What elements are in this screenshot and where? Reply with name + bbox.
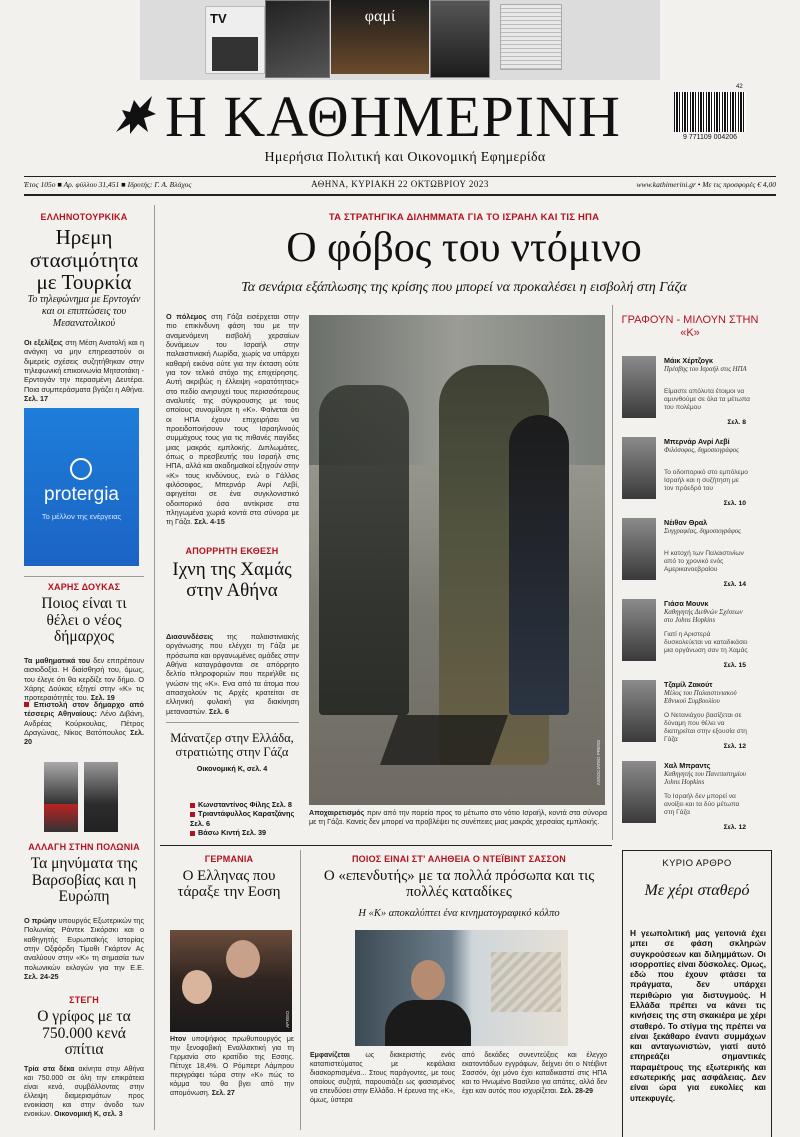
sasson-subheadline: Η «Κ» αποκαλύπτει ένα κινηματογραφικό κόλπο (358, 908, 560, 919)
columnist-photo (622, 680, 656, 742)
poland-headline[interactable]: Τα μηνύματα της Βαρσοβίας και η Ευρώπη (30, 855, 138, 906)
dateline-center: ΑΘΗΝΑ, ΚΥΡΙΑΚΗ 22 ΟΚΤΩΒΡΙΟΥ 2023 (311, 179, 489, 189)
columnist-role: Καθηγητής Διεθνών Σχέσεων στο Johns Hopkins (664, 609, 743, 624)
hamas-bullets (190, 800, 302, 838)
columnist-quote: Γιατί η Αριστερά δυσκολεύεται να καταδικάσει μια οργάνωση σαν τη Χαμάς (664, 631, 748, 654)
columnist-5[interactable] (622, 680, 750, 750)
columnist-role: Φιλόσοφος, δημοσιογράφος (664, 447, 739, 454)
doukas-page-ref[interactable]: Σελ. 19 (90, 693, 115, 703)
columnist-role: Καθηγητής του Πανεπιστημίου Johns Hopkins (664, 771, 747, 786)
barcode (674, 92, 746, 132)
tv-insert-thumbnail (205, 6, 265, 74)
hamas-sub-headline[interactable]: Μάνατζερ στην Ελλάδα, στρατιώτης στην Γάζα (170, 731, 294, 759)
turkey-headline[interactable]: Ηρεμη στασιμότητα με Τουρκία (29, 225, 139, 295)
columnist-name: Νέιθαν Θραλ (664, 518, 708, 527)
sasson-page-ref[interactable]: Σελ. 28-29 (559, 1087, 594, 1095)
columnist-6[interactable] (622, 761, 750, 831)
hamas-kicker: ΑΠΟΡΡΗΤΗ ΕΚΘΕΣΗ (185, 546, 279, 556)
columnist-1[interactable] (622, 356, 750, 426)
sasson-body-right (462, 1052, 607, 1097)
housing-body-text: ακίνητα στην Αθήνα και 750.000 σε όλη την επικράτεια είναι κενά, συμβάλλοντας στην έλλειψη διαμερισμάτων προς ενοικίαση και στην άνοδο των ενοικίων. (24, 1066, 144, 1118)
germany-photo (170, 930, 292, 1032)
poland-photo-left (44, 762, 78, 832)
editorial-headline[interactable]: Με χέρι σταθερό (644, 882, 750, 899)
barcode-issue: 42 (736, 84, 743, 90)
doukas-body-text: δεν επιτρέπουν αισιοδοξία. Η διαίσθησή του, όμως, του έλεγε ότι θα κερδίζε τον δήμο. Ο Χάρης Δούκας εξηγεί στην «Κ» τις προτεραιότητές του. (24, 656, 144, 703)
hamas-divider (166, 722, 299, 723)
main-photo-caption (309, 808, 607, 826)
germany-body (170, 1036, 294, 1099)
columnist-photo (622, 599, 656, 661)
main-subheadline: Τα σενάρια εξάπλωσης της κρίσης που μπορεί να προκαλέσει η εισβολή στη Γάζα (241, 280, 687, 295)
doukas-bullet-text: Λένο Διβάνη, Ανδρέας Κούρκουλας, Πέτρος Δραγώνας, Νίκος Βατόπουλος (24, 709, 145, 737)
germany-page-ref[interactable]: Σελ. 27 (211, 1089, 235, 1097)
columnist-photo (622, 518, 656, 580)
bottom-section-rule (160, 845, 612, 846)
germany-body-text: υποψήφιος πρωθυπουργός με την ξενοφοβική Εναλλακτική για τη Γερμανία στο κρατίδιο της Εσσης. Πέτυχε 18,4%. Ο Ρόμπερτ Λάμπρου περιγράφει τώρα στην «Κ» πώς το κόμμα του θα βγει από την απομόνωση. (170, 1036, 295, 1097)
doukas-bullet (24, 700, 144, 747)
sasson-headline[interactable]: Ο «επενδυτής» με τα πολλά πρόσωπα και τις πολλές καταδίκες (323, 868, 595, 901)
sasson-body-right-text: από δεκάδες συνεντεύξεις και έλεγχο εκατοντάδων εγγράφων, δείχνει ότι ο Ντέιβιντ Σασσόν, όχι μόνο έχει καταδικαστεί στις ΗΠΑ και το Ηνωμένο Βασίλειο για απάτες, αλλά δεν έχει καν αυτός που ισχυρίζεται. (462, 1052, 607, 1095)
sasson-photo (355, 930, 568, 1046)
columnist-photo (622, 356, 656, 418)
housing-page-ref[interactable]: Οικονομική Κ, σελ. 3 (54, 1110, 123, 1118)
turkey-body-lead: Οι εξελίξεις (24, 338, 63, 347)
columnist-quote: Το οδοιπορικό στο εμπόλεμο Ισραήλ και η συζήτηση με τον πρόεδρό του (664, 469, 748, 492)
turkey-kicker: ΕΛΛΗΝΟΤΟΥΡΚΙΚΑ (40, 212, 128, 222)
protergia-ad[interactable] (24, 408, 139, 566)
hamas-bullet-item[interactable]: Κωνσταντίνος Φίλης Σελ. 8 (190, 800, 302, 809)
germany-body-lead: Ητον (170, 1036, 187, 1043)
main-body-text: στη Γάζα εισέρχεται στην πιο επικίνδυνη φάση του με την αναμενόμενη εισβολή χερσαίων δυνάμεων του Ισραήλ στην παλαιστινιακή Λωρίδα, χωρίς να υπάρχει καθαρή εικόνα ούτε για την έκταση ούτε για τον τελικό στόχο της επιχείρησης. Αυτή ακριβώς η έλλειψη «ορατότητας» στο πεδίο ανησυχεί τους περισσότερους αναλυτές της σύγκρουσης με τους οποίους συνομίλησε η «Κ». Φαίνεται ότι οι ΗΠΑ έχουν επιχειρήσει να προειδοποιήσουν τους Ισραηλινούς συμμάχους τους για τις πιθανές παγίδες μιας μακράς εμπλοκής. Διπλωμάτες, όπως ο πρεσβευτής του Ισραήλ στις ΗΠΑ, αλλά και ακαδημαϊκοί εξηγούν στην «Κ» τους κινδύνους, ενώ ο Γάλλος φιλόσοφος, Μπερνάρ Ανρί Λεβί, αφηγείται σε ένα συγκλονιστικό οδοιπορικό όσα αντίκρισε στα πληγωμένα χωριά κοντά στα σύνορα με τη Γάζα. (166, 312, 300, 527)
columnist-name: Γιάσα Μουνκ (664, 599, 709, 608)
masthead-logo-griffin-icon (112, 92, 160, 138)
doukas-body (24, 656, 144, 703)
hamas-sub-page-ref[interactable]: Οικονομική Κ, σελ. 4 (196, 764, 268, 773)
sasson-kicker: ΠΟΙΟΣ ΕΙΝΑΙ ΣΤ' ΑΛΗΘΕΙΑ Ο ΝΤΕΪΒΙΝΤ ΣΑΣΣΟΝ (351, 854, 567, 864)
poland-photo-right (84, 762, 118, 832)
housing-body (24, 1066, 144, 1120)
hamas-bullet-item[interactable]: Τριαντάφυλλος Καρατζάνης Σελ. 6 (190, 809, 295, 828)
book-insert-thumbnail (331, 0, 429, 74)
turkey-body-text: στη Μέση Ανατολή και η ανάγκη να μην επηρεαστούν οι διμερείς σχέσεις συζητήθηκαν στην τηλεφωνική επικοινωνία Μητσοτάκη - Ερντογάν την περασμένη Δευτέρα. Ποια συμπεράσματα βγάζει η Αθήνα. (24, 338, 145, 394)
columnist-page-ref[interactable]: Σελ. 12 (723, 743, 746, 750)
left-column-rule (154, 205, 155, 1130)
turkey-page-ref[interactable]: Σελ. 17 (24, 393, 49, 403)
protergia-tagline: Το μέλλον της ενέργειας (41, 512, 122, 521)
hamas-page-ref[interactable]: Σελ. 6 (209, 706, 230, 716)
poland-body (24, 916, 144, 981)
main-headline[interactable]: Ο φόβος του ντόμινο (286, 225, 642, 271)
columnist-quote: Ο Νετανιάχου βασίζεται σε δύναμη που θέλει να διατηρείται στην εξουσία στη Γάζα (664, 712, 747, 743)
poland-kicker: ΑΛΛΑΓΗ ΣΤΗΝ ΠΟΛΩΝΙΑ (28, 842, 140, 852)
dateline-bottom-rule (24, 194, 776, 196)
main-photo[interactable] (309, 315, 605, 805)
columnist-page-ref[interactable]: Σελ. 8 (727, 419, 746, 426)
main-body (166, 312, 299, 527)
turkey-body (24, 338, 144, 403)
main-caption-text: πριν από την πορεία προς το μέτωπο στο νότιο Ισραήλ, κοντά στα σύνορα με τη Γάζα. Κανείς δεν μπορεί να προβλέψει τις συνέπειες μιας μακράς χερσαίας εμπλοκής. (309, 808, 607, 827)
germany-kicker: ΓΕΡΜΑΝΙΑ (204, 854, 254, 864)
doukas-bullet-page-ref[interactable]: Σελ. 20 (24, 727, 144, 747)
doukas-body-lead: Τα μαθηματικά του (24, 656, 91, 665)
protergia-logo-icon (70, 458, 92, 480)
tv-insert-label: TV (210, 11, 227, 26)
columnist-4[interactable] (622, 599, 750, 669)
dateline-left: Έτος 105ο ■ Αρ. φύλλου 31,451 ■ Ιδρυτής: Γ. Α. Βλάχος (24, 180, 192, 189)
main-caption-lead: Αποχαιρετισμός (309, 808, 365, 817)
columnist-quote: Είμαστε απόλυτα έτοιμοι να αμυνθούμε σε όλα τα μέτωπα του πολέμου (664, 388, 750, 411)
columnist-2[interactable] (622, 437, 750, 507)
poland-body-text: υπουργός Εξωτερικών της Πολωνίας Ράντεκ Σικόρσκι και ο καθηγητής Ευρωπαϊκής Ιστορίας στην Οξφόρδη Τίμοθι Γκάρτον Ας αναλύουν στην «Κ» τη σημασία των πολωνικών εκλογών για την Ε.Ε. (24, 916, 144, 972)
columnist-role: Πρέσβης του Ισραήλ στις ΗΠΑ (664, 366, 747, 373)
columnist-page-ref[interactable]: Σελ. 12 (723, 824, 746, 831)
doukas-kicker: ΧΑΡΗΣ ΔΟΥΚΑΣ (47, 582, 121, 592)
hamas-body (166, 632, 299, 716)
editorial-body: Η γεωπολιτική μας γειτονιά έχει μπει σε φάση σκληρών συγκρούσεων και διλημμάτων. Οι ισορροπίες είναι δύσκολες. Ομως, εδώ που έχουν φτάσει τα πράγματα, δεν υπάρχει περιθώριο για διστυγμούς. Η Ελλάδα πρέπει να κάνει τις κινήσεις της στη σκακιέρα με χέρι σταθερό. Το στίγμα της πρέπει να είναι ξεκάθαρο έναντι συμμάχων και ανταγωνιστών, γιατί αυτό επηρεάζει σημαντικές παραμέτρους της εξωτερικής και εσωτερικής μας ασφάλειας. Δεν είναι ώρα για ευκολίες και υπεκφυγές. (630, 928, 766, 1103)
sasson-body-lead: Εμφανίζεται (310, 1052, 350, 1059)
main-body-lead: Ο πόλεμος (166, 312, 207, 321)
masthead-title: Η ΚΑΘΗΜΕΡΙΝΗ (165, 84, 621, 149)
book-insert-label: φαμί (364, 8, 396, 25)
barcode-number: 9 771109 004206 (683, 134, 737, 141)
doukas-top-rule (24, 576, 144, 577)
columnist-quote: Το Ισραήλ δεν μπορεί να ανοίξει και τα δύο μέτωπα στη Γάζα (664, 793, 740, 816)
housing-kicker: ΣΤΕΓΗ (69, 995, 99, 1005)
columnist-page-ref[interactable]: Σελ. 10 (723, 500, 746, 507)
columnist-name: Τζαμίλ Ζακούτ (664, 680, 713, 689)
right-column-rule (612, 305, 613, 840)
doukas-bullet-lead: Επιστολή στον δήμαρχο από τέσσερις Αθηναίους: (24, 700, 144, 719)
housing-headline[interactable]: Ο γρίφος με τα 750.000 κενά σπίτια (37, 1008, 131, 1059)
columnist-page-ref[interactable]: Σελ. 15 (723, 662, 746, 669)
newspaper-insert-thumbnail (500, 4, 562, 70)
columnist-photo (622, 761, 656, 823)
poland-page-ref[interactable]: Σελ. 24-25 (24, 971, 59, 981)
dateline-top-rule (24, 176, 776, 177)
hamas-body-lead: Διασυνδέσεις (166, 632, 214, 641)
masthead-subtitle: Ημερήσια Πολιτική και Οικονομική Εφημερίδα (264, 150, 546, 165)
columnist-name: Χαλ Μπραντς (664, 761, 711, 770)
magazine-insert-thumbnail (265, 0, 330, 78)
portrait-insert-thumbnail (430, 0, 490, 78)
columnist-role: Συγγραφέας, δημοσιογράφος (664, 528, 741, 535)
hamas-headline[interactable]: Ιχνη της Χαμάς στην Αθήνα (172, 559, 292, 601)
germany-headline[interactable]: Ο Ελληνας που τάραξε την Εοση (177, 868, 281, 901)
poland-body-lead: Ο πρώην (24, 916, 57, 925)
main-kicker: ΤΑ ΣΤΡΑΤΗΓΙΚΑ ΔΙΛΗΜΜΑΤΑ ΓΙΑ ΤΟ ΙΣΡΑΗΛ ΚΑΙ ΤΙΣ ΗΠΑ (328, 212, 600, 223)
columnist-name: Μπερνάρ Ανρί Λεβί (664, 437, 730, 446)
main-photo-credit: ASSOCIATED PRESS (596, 739, 601, 785)
protergia-brand: protergia (44, 484, 119, 505)
germany-sasson-rule (300, 850, 301, 1130)
columnist-3[interactable] (622, 518, 750, 588)
turkey-subheadline: Το τηλεφώνημα με Ερντογάν και οι επιπτώσεις του Μεσανατολικού (27, 294, 141, 329)
editorial-kicker: ΚΥΡΙΟ ΑΡΘΡΟ (662, 858, 732, 869)
columnist-quote: Η κατοχή των Παλαιστινίων από το χρονικό ενός Αμερικανοεβραίου (664, 550, 744, 573)
doukas-headline[interactable]: Ποιος είναι τι θέλει ο νέος δήμαρχος (41, 595, 127, 646)
dateline-right: www.kathimerini.gr • Με τις προσφορές € 4,00 (636, 180, 776, 189)
sasson-body-left (310, 1052, 455, 1106)
sasson-body-left-text: ως διακεριστής ενός καταπιστεύματος με κεφάλαια διασκορπισμένα... Στους παράγοντες, με τους οποίους συζητά, παρουσιάζει ως φασισμένος να επενδύσει στην Ελλάδα. Η έρευνα της «Κ», όμως, ύστερα (310, 1052, 455, 1104)
columnist-name: Μάικ Χέρτζογκ (664, 356, 713, 365)
columnist-role: Μέλος του Παλαιστινιακού Εθνικού Συμβουλίου (664, 690, 737, 705)
columnists-kicker: ΓΡΑΦΟΥΝ - ΜΙΛΟΥΝ ΣΤΗΝ «Κ» (621, 314, 759, 339)
hamas-bullet-item[interactable]: Βάσω Κιντή Σελ. 39 (190, 828, 302, 837)
hamas-body-text: της παλαιστινιακής οργάνωσης που ελέγχει τη Γάζα με πρόσωπα και οργανωμένες ομάδες στην Αθήνα καταγράφονται σε απόρρητο δελτίο πληροφοριών που περιήλθε εις γνώσιν της «Κ». Ενα από τα άτομα που απασχολούν τις Αρχές κρατείται σε ελληνική φυλακή για διακίνηση μεταναστών. (166, 632, 300, 716)
columnist-photo (622, 437, 656, 499)
main-page-ref[interactable]: Σελ. 4-15 (194, 517, 225, 527)
germany-photo-credit: ΑΡΧΕΙΟ (285, 1011, 290, 1028)
columnist-page-ref[interactable]: Σελ. 14 (723, 581, 746, 588)
housing-body-lead: Τρία στα δέκα (24, 1066, 75, 1073)
